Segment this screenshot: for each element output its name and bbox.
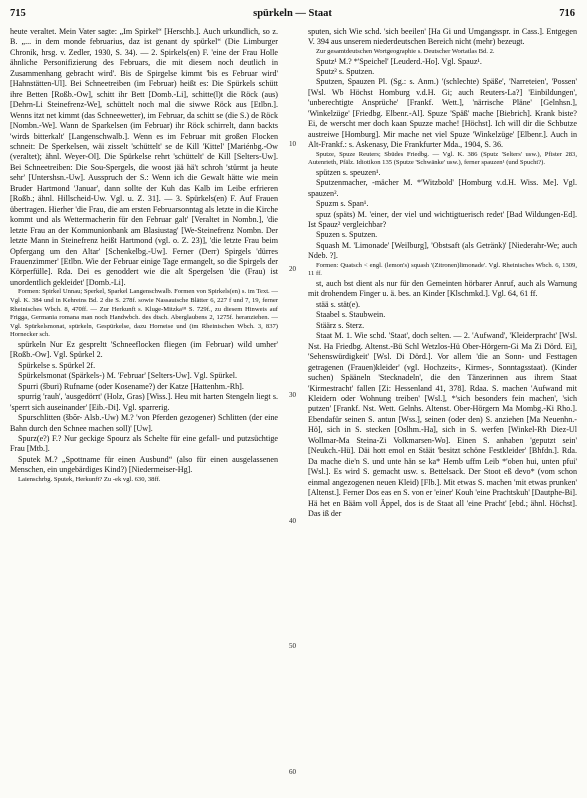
entry-note: Zur gesamtdeutschen Wortgeographie s. Deutscher Wortatlas Bd. 2.: [316, 47, 495, 55]
entry-paragraph: spützen s. speuzen¹.: [316, 167, 381, 177]
entry-paragraph: Squash M. 'Limonade' [Weilburg], 'Obstsaft (als Getränk)' [Niederahr-We; auch Ndeb. ?].: [308, 240, 577, 261]
entry-paragraph: Spuzm s. Span¹.: [316, 199, 369, 209]
right-column: [308, 27, 577, 793]
running-title: spürkeln — Staat: [253, 8, 332, 19]
entry-note: Sputze, Spuze Reuters; Sbüdes Friedbg. — Vgl. K. 386 (Sputz 'Selters' usw.), Pfister 283, Autenrieth, Pfälz. Idiotikon 135 (Sputze 'Schwänke' usw.), ferner spauzen¹ (und Spucht?).: [308, 150, 577, 167]
entry-paragraph: Spürkelsmonat (Spärkels-) M. 'Februar' [Selters-Uw]. Vgl. Spürkel.: [18, 371, 238, 381]
entry-paragraph: Staabel s. Staubwein.: [316, 310, 386, 320]
entry-paragraph: Spurri (šburi) Rufname (oder Kosename?) der Katze [Hattenhm.-Rh].: [18, 381, 244, 391]
entry-paragraph: Sputz¹ M.? *'Speichel' [Leuderd.-Ho]. Vgl. Spauz¹.: [316, 56, 482, 66]
entry-paragraph: Spuzen s. Sputzen.: [316, 230, 378, 240]
line-number: 10: [289, 140, 296, 148]
entry-paragraph: Spurschlitten (šbōr- Alsb.-Uw) M.? 'von Pferden gezogener) Schlitten (der eine Bahn durch den Schnee machen soll)' [Uw].: [10, 413, 278, 433]
entry-paragraph: spürkeln Nur Ez gespreltt 'Schneeflocken fliegen (im Februar) wild umher' [Roßb.-Ow]. Vgl. Spürkel 2.: [10, 339, 278, 360]
entry-paragraph: stää s. stät(e).: [316, 299, 361, 309]
running-header: [10, 8, 575, 24]
entry-paragraph: st, auch bst dient als nur für den Gemeinten hörbarer Anruf, auch als Warnung mit drohendem Finger u. ä. bes. an Kinder [Klschmkd.]. Vgl. 64, 61 ff.: [308, 279, 577, 299]
entry-note: Formen: Quatsch < engl. (lemon's) squash '(Zitronen)limonade'. Vgl. Rheinisches Wbch. 6, 1309, 11 ff.: [308, 261, 577, 278]
page-number-left: 715: [10, 8, 26, 19]
line-number: 60: [289, 768, 296, 776]
line-number: 20: [289, 265, 296, 273]
entry-paragraph: sputen, sich Wie schd. 'sich beeilen' [Ha Gi und Umgangsspr. in Cass.]. Entgegen V. 394 aus unserem niederdeutschen Bereich nicht (mehr) bezeugt.: [308, 27, 577, 47]
line-number: 40: [289, 517, 296, 525]
entry-paragraph: Staat M. 1. Wie schd. 'Staat', doch selten. — 2. 'Aufwand', 'Kleiderpracht' [Wsl. Nst. Ha Friedbg. Altenst.-Bü Schl Wetzlos-Hü Ober-Hörgern-Gi Ma Zi Dörd. Ei], 'Sehenswürdigkeit' [Wsl. Di Dörd.]. Vor allem 'die an Sonn- und Festtagen getragenen (Frauen)kleider' (vgl. Hochzeits-, Kirmes-, Sonntagsstaat). (Kinder suchen) Spääneln 'Stecknadeln', die den Tänzerinnen aus ihrem Staat 'Kirmestracht' fallen [Zi: Hessenland 41, 378]. Rdaa. S. machen 'Aufwand mit Kleidern oder Wohnung treiben' [Wsl.], *'sich besonders fein machen', 'sich putzen' [Frankf. Nst. Wett. Gelnhs. Altenst. Ober-Hörgern Ma Mombg.-Ki Rho.]. Ebendafür seinen S. antun [Wss.], seinen (oder den) S. anziehen [Ma Neuenhn.-Hö], sich in S. stecken [Oslhm.-Ha], sich in S. werfen [Winkel-Rh Diez-Ul Wollmar-Ma Steina-Zi Volkmarsen-Wo]. Einen S. anhaben 'geputzt sein' [Neukch.-Hü]. Däi hott emol en Stäät 'besitzt schöne Festkleider' [Bhfdn.]. Rda. Da mache die'n S. und unte hän se ka* Hemb uffm Leib *'oben hui, unten pfui' [Wsl.]. Es wird S. gemacht usw. s. Bettelsack. Der Stoot eß devo* (vom schon einmal angezogenen neuen Kleid) [Flb.]. Mit etwas S. machen 'mit etwas prunken' [Altenst.]. Ferner Dos eas en S. von er 'einer' Kouh 'eine Prachtskuh' [Dautphe-Bi]. Hä het en Bääm voll Äppel, dos is de Staat all 'eine Pracht' [ebd.; ähnl. Höchst]. Das iß der: [308, 331, 577, 518]
entry-paragraph: Sputek M.? „Spottname für einen Ausbund“ (also für einen ausgelassenen Menschen, ein ungebärdiges Kind?) [Niedermeiser-Hg].: [10, 454, 278, 475]
page-number-right: 716: [559, 8, 575, 19]
line-number: 50: [289, 642, 296, 650]
entry-paragraph: heute veraltet. Mein Vater sagte: „Im Spirkel“ [Herschb.]. Auch urkundlich, so z. B. „... in dem monde februarius, daz ist genant dy spürkel“ (Die Limburger Chronik, hrsg. v. Zedler, 1930, S. 34). — 2. Spirkels(en) F. 'eine der Frau Holle ähnliche Personifizierung des Februars, die mit diesem noch deutlich in Zusammenhang gebracht wird'. Bis de Spirgelse kimmt 'bis es Februar wird' [Hahnstätten-Ul]. Bei Schneetreiben (im Februar) heißt es: Die Spürkels schütt ihre Betten [Roßb.-Ow], schitt ihr Bett [Domb.-Li], schitte(l)t die Röck (aus) [Dehrn-Li Steinefrenz-We], schüttelt noch mal die siwwe Röck aus [Etlbn.]. Wenns itzt net kimmt (das Schneewetter), im Februar, da schitt se (die S.) de Röck [Nombn.-We]. Wann de Sparkelsen (im Februar) ihr Röck schirrelt, dann backts 'wirds bitterkalt' [Langenschwalb.]. Wenn es im Februar mit großen Flocken schneit: De Sperkelsen, wäi zisselt 'schüttelt' se de Kill 'Kittel' [Mariénbg.-Ow (veraltet); ähnl. Weyer-Ol]. Die Spürkelse rehrt 'schüttelt' de Kill [Selters-Uw]. Bei Schneetreiben: Die Sou-Spergels, die woost jää hä't schroh 'stürmt ja heute sehr' [Untershsn.-Uw]. Ausspruch der S.: Wenn ich die Gewalt hätte wie mein Bruder Hartmond 'Januar', dann sollte der Kuh das Kalb im Leibe erfrieren [Roßb.; ähnl. Hillscheid-Uw. Vgl. u. Z. 31]. — 3. Spürkels(en) F. Auf Frauen übertragen. Hierher 'die Frau, die am ersten Februarsonntag als letzte in die Kirche kommt und als Wettermacherin für den Februar galt' [Veraltet in Nombn.], 'die letzte Frau an der Kommunionbank am Blasiustag' [We-Steinefrenz Nombn. Der letzte Mann in Steinefrenz heißt Hartmond (vgl. o. Z. 23)], 'die letzte Frau beim Opfergang um den Altar' [Schenkelbg.-Uw]. Ferner (Derr) Spirgels 'dürres Frauenzimmer' [Etlbn. Wie der Februar einige Tage ermangelt, so die Spirgels der Körperfülle]. Rda. Dei es genoddert wie die alt Spergelsen 'die (Frau) ist unordentlich gekleidet' [Domb.-Li].: [10, 27, 278, 287]
entry-paragraph: Stäärz s. Sterz.: [316, 320, 365, 330]
entry-paragraph: Spurz(e?) F.? Nur geckige Spourz als Schelte für eine gefall- und putzsüchtige Frau [Mtb.].: [10, 433, 278, 454]
entry-note: Formen: Spirkel Unnau; Sperkel, Sparkel Langenschwalb. Formen von Spirkels(en) s. im Text. — Vgl. K. 384 und in Kehreins Bd. 2 die S. 278f. sowie Nassauische Blätter 6, 227 f und 7, 19, ferner Rheinisches Wbch. 8, 470ff. — Zur Herkunft s. Kluge-Mitzka¹⁸ S. 729f., zu diesem Hinweis auf Frigga, Germania romana man noch Handwbch. des dtsch. Aberglaubens 2, 1275f. heranziehen. — Vgl. Spürkelsmonat, spürkeln, Gespürkelse, dazu Horneise und (im Rheinischen Wbch. 3, 837) Hornecker sch.: [10, 288, 278, 339]
entry-note: Laienschrbg. Sputek, Herkunft? Zu -ek vgl. 630, 38ff.: [18, 475, 161, 483]
entry-paragraph: spuz (späts) M. 'einer, der viel und wichtigtuerisch redet' [Bad Wildungen-Ed]. Ist Spauz² vergleichbar?: [308, 209, 577, 230]
entry-paragraph: Sputz² s. Sputzen.: [316, 66, 375, 76]
entry-paragraph: Sputzenmacher, -mächer M. *'Witzbold' [Homburg v.d.H. Wiss. Me]. Vgl. spauzen².: [308, 178, 577, 198]
entry-paragraph: Spürkelse s. Spürkel 2f.: [18, 360, 96, 370]
left-column: [10, 27, 278, 793]
entry-paragraph: spurrig 'rauh', 'ausgedörrt' (Holz, Gras) [Wiss.]. Heu mit harten Stengeln liegt s. 'sperrt sich auseinander' [Eib.-Di]. Vgl. sparrerig.: [10, 392, 278, 412]
entry-paragraph: Sputzen, Spauzen Pl. (Sg.: s. Anm.) '(schlechte) Späße', 'Narreteien', 'Possen' [Wsl. Wb Höchst Homburg v.d.H. Gi; auch Reuters-La?] 'Einbildungen', 'unberechtigte Ansprüche' [Frankf. Wett.], 'närrische Pläne' [Gelnhsn.], 'Winkelzüge' [Friedbg. Elbenr.-Al]. Spuze 'Späß' mache [Biebrich]. Krank biste? Ei, de werscht mer doch kaan Spuzze mache! [Höchst]. Ich will dir die Schbutze austreiwe [Homburg]. Mir mache net viel Spuze 'Winkelzüge' [Elbenr.]. Auch in Alt-Frankf.: s. Askenasy, Die Frankfurter Mda., 1904, S. 36.: [308, 77, 577, 150]
line-number: 30: [289, 391, 296, 399]
